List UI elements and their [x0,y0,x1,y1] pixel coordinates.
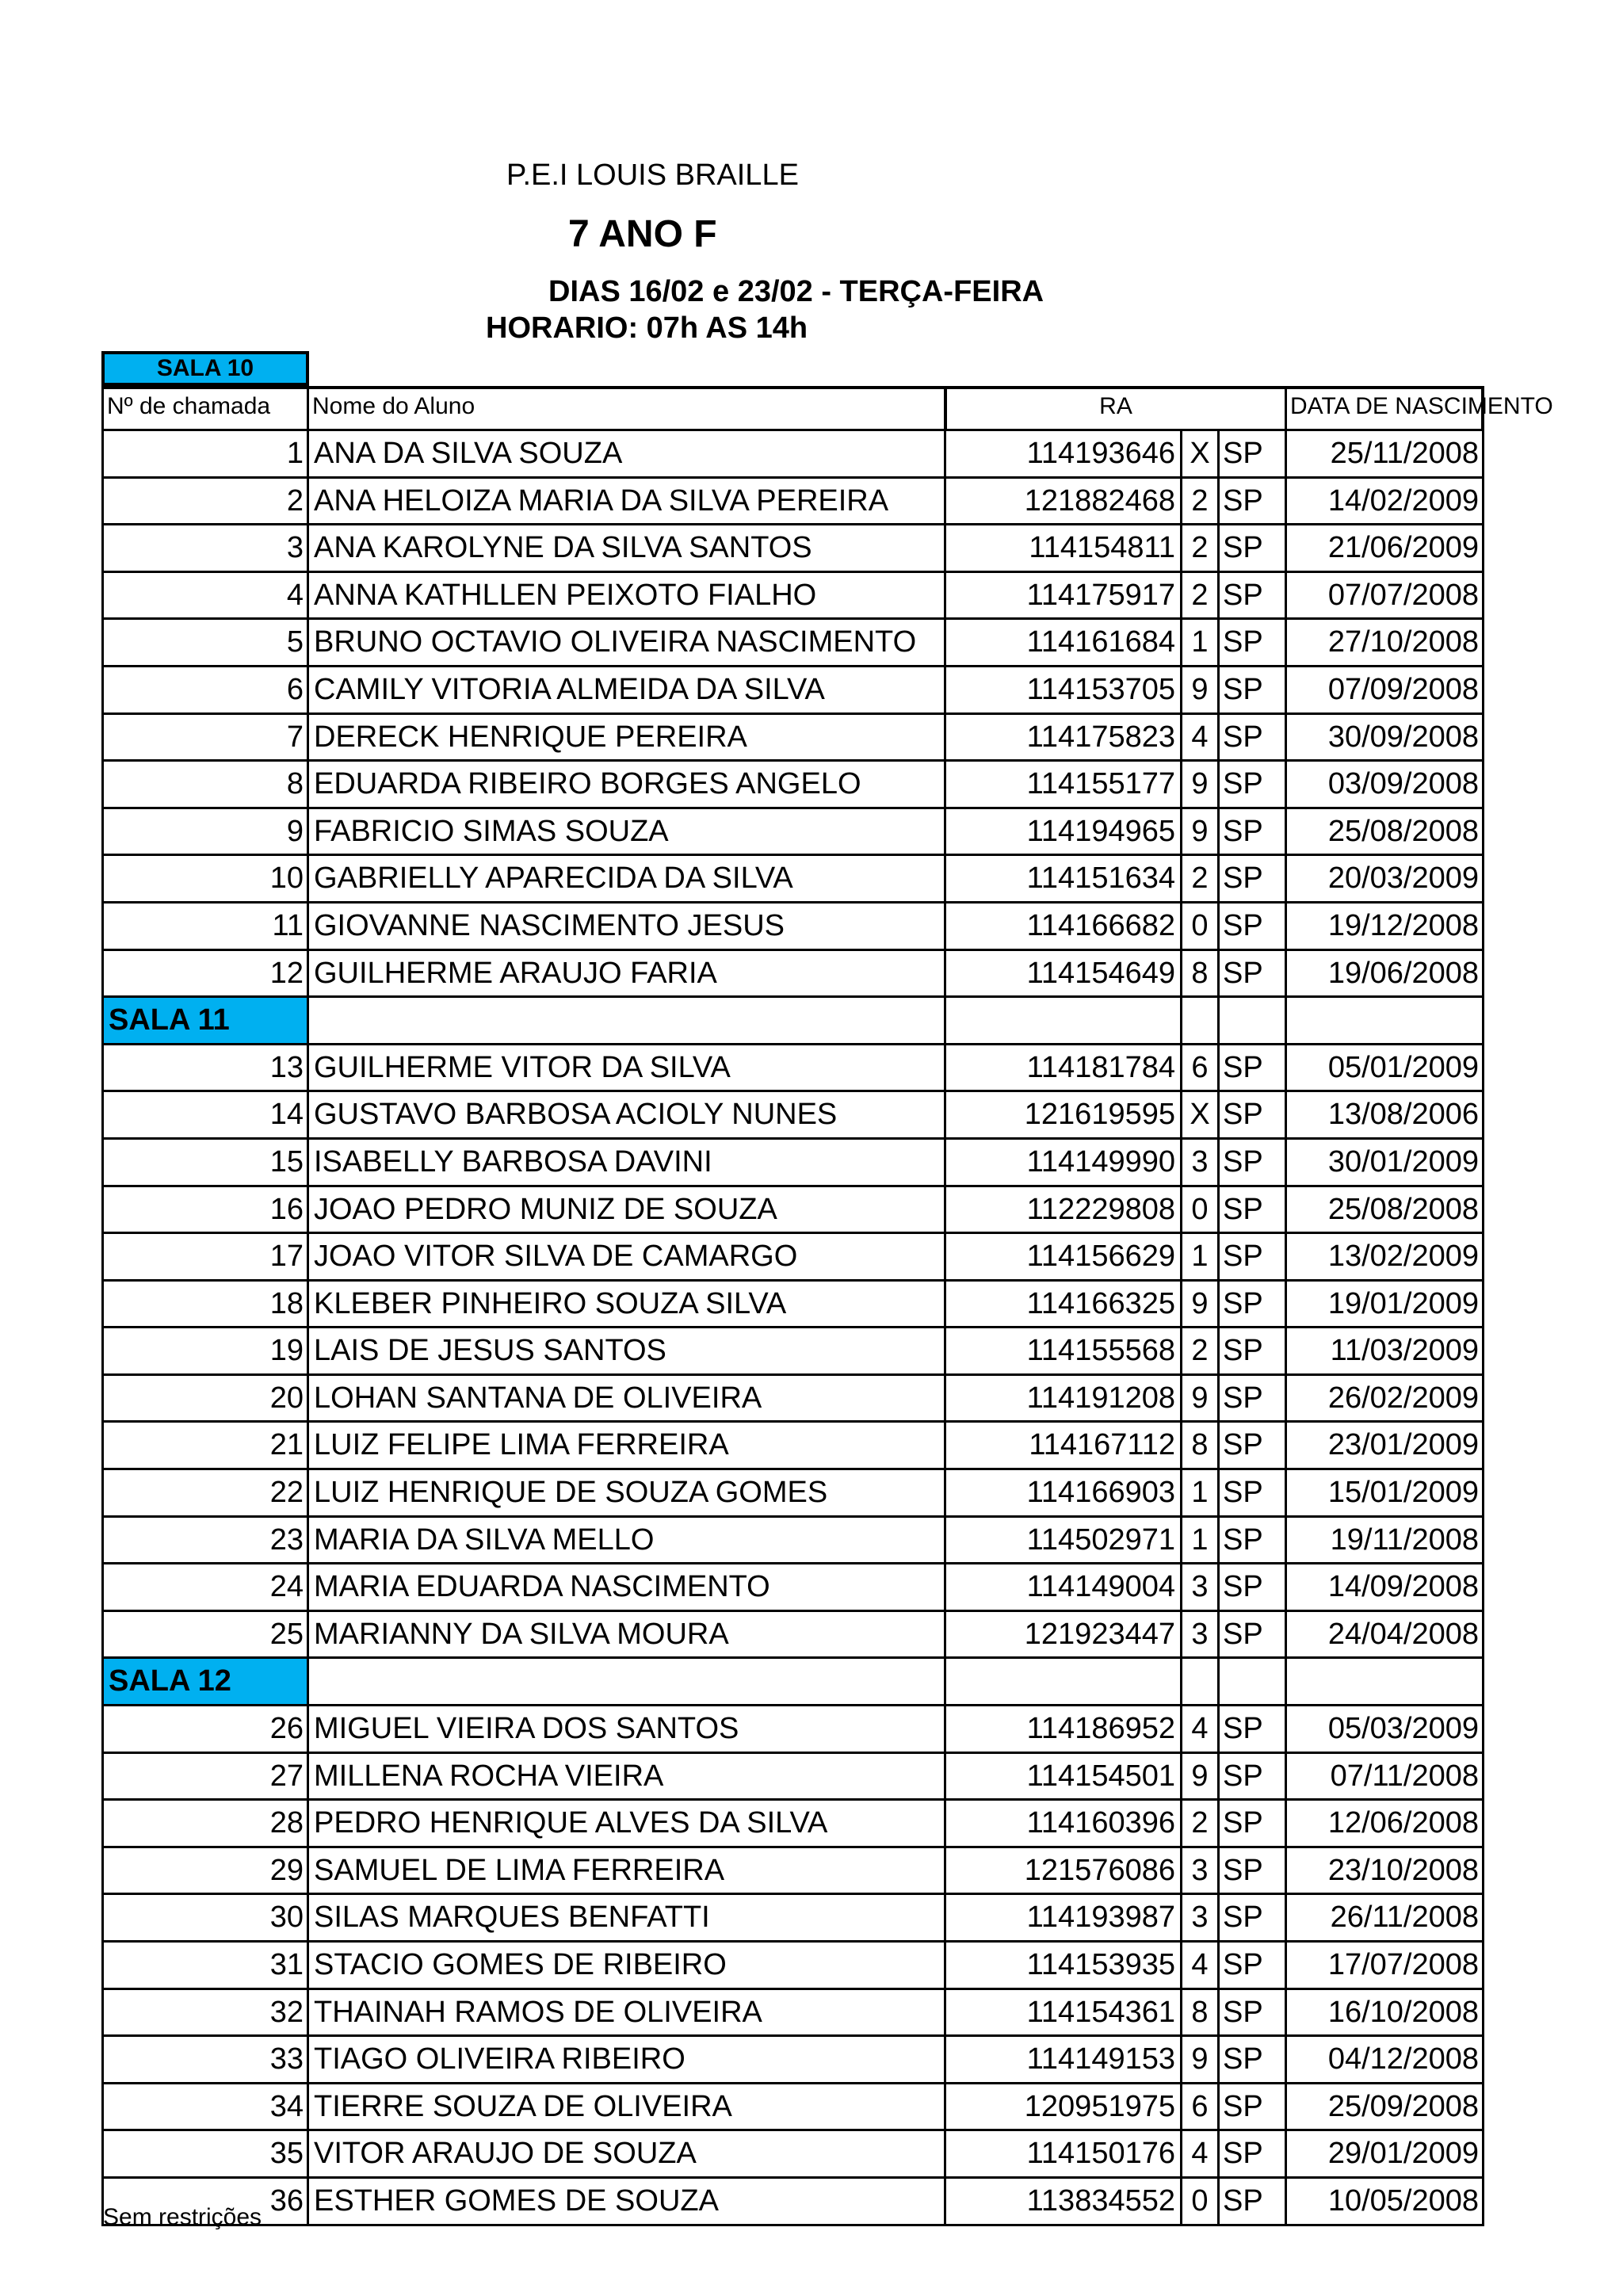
student-birth-date: 23/10/2008 [1285,1848,1484,1893]
table-row [101,431,1484,479]
student-ra-digit: 2 [1180,1328,1217,1373]
room-label-row [101,351,1484,386]
room-separator-row [101,1659,1484,1706]
student-ra: 120951975 [944,2084,1180,2130]
student-ra: 114167112 [944,1423,1180,1468]
student-ra-digit: 4 [1180,1943,1217,1988]
student-ra-digit: 9 [1180,2037,1217,2082]
student-ra: 114166682 [944,904,1180,949]
student-birth-date: 07/07/2008 [1285,573,1484,618]
student-ra: 114193646 [944,431,1180,476]
student-ra-digit: 3 [1180,1612,1217,1657]
column-header-birth-date: DATA DE NASCIMENTO [1285,389,1484,429]
student-birth-date: 11/03/2009 [1285,1328,1484,1373]
schedule-days: DIAS 16/02 e 23/02 - TERÇA-FEIRA [548,275,1044,308]
empty-cell [307,1659,944,1704]
student-ra-state: SP [1217,1848,1285,1893]
student-ra-state: SP [1217,1092,1285,1137]
student-ra-digit: 3 [1180,1140,1217,1185]
student-name: ANA KAROLYNE DA SILVA SANTOS [307,525,944,571]
student-birth-date: 23/01/2009 [1285,1423,1484,1468]
student-ra-state: SP [1217,525,1285,571]
student-ra-digit: 9 [1180,1282,1217,1327]
student-ra-digit: 4 [1180,2131,1217,2176]
student-birth-date: 20/03/2009 [1285,856,1484,901]
empty-cell [307,998,944,1043]
student-ra-digit: 3 [1180,1848,1217,1893]
table-row [101,1754,1484,1801]
student-ra-digit: 9 [1180,762,1217,807]
student-name: TIERRE SOUZA DE OLIVEIRA [307,2084,944,2130]
student-name: GUSTAVO BARBOSA ACIOLY NUNES [307,1092,944,1137]
student-ra-state: SP [1217,1470,1285,1515]
empty-cell [944,1659,1180,1704]
table-row [101,762,1484,809]
student-birth-date: 29/01/2009 [1285,2131,1484,2176]
student-ra: 113834552 [944,2179,1180,2224]
student-ra-digit: 3 [1180,1564,1217,1610]
table-row [101,715,1484,762]
student-name: ANA HELOIZA MARIA DA SILVA PEREIRA [307,479,944,524]
table-row [101,479,1484,526]
table-row [101,2037,1484,2084]
student-ra-digit: 8 [1180,951,1217,996]
student-name: SILAS MARQUES BENFATTI [307,1895,944,1940]
table-row [101,1612,1484,1660]
student-name: MARIA EDUARDA NASCIMENTO [307,1564,944,1610]
table-row [101,1895,1484,1943]
student-ra-digit: 9 [1180,809,1217,854]
student-name: JOAO VITOR SILVA DE CAMARGO [307,1234,944,1279]
student-name: GABRIELLY APARECIDA DA SILVA [307,856,944,901]
student-ra-state: SP [1217,479,1285,524]
table-row [101,620,1484,667]
student-ra-state: SP [1217,2131,1285,2176]
student-ra-digit: 6 [1180,1045,1217,1091]
student-ra-state: SP [1217,1612,1285,1657]
student-ra-state: SP [1217,1754,1285,1799]
student-ra: 114155177 [944,762,1180,807]
student-birth-date: 12/06/2008 [1285,1801,1484,1846]
student-number: 3 [101,525,307,571]
student-ra: 121923447 [944,1612,1180,1657]
student-ra-digit: 0 [1180,2179,1217,2224]
student-name: ISABELLY BARBOSA DAVINI [307,1140,944,1185]
student-birth-date: 14/02/2009 [1285,479,1484,524]
student-name: LUIZ HENRIQUE DE SOUZA GOMES [307,1470,944,1515]
student-ra: 114175917 [944,573,1180,618]
student-name: MIGUEL VIEIRA DOS SANTOS [307,1706,944,1752]
student-ra: 114502971 [944,1518,1180,1563]
student-birth-date: 25/08/2008 [1285,1187,1484,1232]
student-ra-state: SP [1217,1706,1285,1752]
student-birth-date: 17/07/2008 [1285,1943,1484,1988]
student-number: 36 [101,2179,307,2224]
student-name: LOHAN SANTANA DE OLIVEIRA [307,1376,944,1421]
column-header-row [101,386,1553,431]
table-row [101,2179,1484,2226]
student-ra-digit: 9 [1180,667,1217,712]
table-row [101,1376,1484,1423]
student-number: 15 [101,1140,307,1185]
student-ra: 114155568 [944,1328,1180,1373]
student-ra-digit: 9 [1180,1376,1217,1421]
student-ra-state: SP [1217,1990,1285,2035]
student-ra: 114151634 [944,856,1180,901]
student-ra-state: SP [1217,904,1285,949]
student-ra-digit: 4 [1180,715,1217,760]
table-row [101,856,1484,904]
student-ra-digit: 2 [1180,479,1217,524]
student-name: ANNA KATHLLEN PEIXOTO FIALHO [307,573,944,618]
student-ra-digit: 0 [1180,904,1217,949]
student-birth-date: 25/08/2008 [1285,809,1484,854]
student-table [101,351,1553,2226]
student-ra: 114160396 [944,1801,1180,1846]
student-ra-state: SP [1217,1234,1285,1279]
table-row [101,2131,1484,2179]
student-number: 4 [101,573,307,618]
student-name: CAMILY VITORIA ALMEIDA DA SILVA [307,667,944,712]
student-name: GUILHERME ARAUJO FARIA [307,951,944,996]
student-ra: 121882468 [944,479,1180,524]
student-ra: 114193987 [944,1895,1180,1940]
student-ra-state: SP [1217,1518,1285,1563]
student-number: 30 [101,1895,307,1940]
student-ra: 114153935 [944,1943,1180,1988]
empty-cell [944,998,1180,1043]
student-ra: 114154501 [944,1754,1180,1799]
student-ra-state: SP [1217,1801,1285,1846]
student-name: FABRICIO SIMAS SOUZA [307,809,944,854]
student-name: MARIANNY DA SILVA MOURA [307,1612,944,1657]
student-ra-state: SP [1217,951,1285,996]
student-birth-date: 03/09/2008 [1285,762,1484,807]
table-row [101,1234,1484,1282]
student-ra-state: SP [1217,856,1285,901]
student-birth-date: 13/02/2009 [1285,1234,1484,1279]
student-ra-digit: 2 [1180,573,1217,618]
student-ra: 114149153 [944,2037,1180,2082]
student-birth-date: 07/09/2008 [1285,667,1484,712]
student-number: 22 [101,1470,307,1515]
student-number: 20 [101,1376,307,1421]
column-header-number: Nº de chamada [101,389,307,429]
student-name: ANA DA SILVA SOUZA [307,431,944,476]
student-ra-digit: X [1180,1092,1217,1137]
student-ra-state: SP [1217,620,1285,665]
student-ra: 114150176 [944,2131,1180,2176]
student-ra-state: SP [1217,1376,1285,1421]
student-name: PEDRO HENRIQUE ALVES DA SILVA [307,1801,944,1846]
room-label: SALA 11 [101,998,307,1043]
student-ra-state: SP [1217,1423,1285,1468]
student-number: 8 [101,762,307,807]
student-name: LAIS DE JESUS SANTOS [307,1328,944,1373]
table-row [101,2084,1484,2132]
student-ra: 114154811 [944,525,1180,571]
student-ra-digit: 1 [1180,1234,1217,1279]
student-name: TIAGO OLIVEIRA RIBEIRO [307,2037,944,2082]
class-title: 7 ANO F [568,213,717,255]
student-ra-digit: 6 [1180,2084,1217,2130]
student-birth-date: 19/11/2008 [1285,1518,1484,1563]
student-ra: 114154649 [944,951,1180,996]
student-number: 29 [101,1848,307,1893]
student-ra: 114191208 [944,1376,1180,1421]
room-label-sala-10: SALA 10 [101,351,309,386]
student-number: 5 [101,620,307,665]
table-row [101,1518,1484,1565]
table-row [101,809,1484,857]
student-ra: 114156629 [944,1234,1180,1279]
schedule-hours: HORARIO: 07h AS 14h [486,311,808,345]
student-number: 35 [101,2131,307,2176]
table-row [101,667,1484,715]
student-ra-digit: 9 [1180,1754,1217,1799]
student-birth-date: 27/10/2008 [1285,620,1484,665]
student-ra-state: SP [1217,1328,1285,1373]
student-number: 34 [101,2084,307,2130]
student-number: 26 [101,1706,307,1752]
table-row [101,1564,1484,1612]
column-header-name: Nome do Aluno [307,389,944,429]
student-ra-digit: 1 [1180,1518,1217,1563]
student-name: ESTHER GOMES DE SOUZA [307,2179,944,2224]
student-ra-state: SP [1217,809,1285,854]
table-row [101,1848,1484,1896]
student-ra: 114175823 [944,715,1180,760]
student-number: 24 [101,1564,307,1610]
student-number: 21 [101,1423,307,1468]
student-ra: 114149004 [944,1564,1180,1610]
student-name: MILLENA ROCHA VIEIRA [307,1754,944,1799]
student-birth-date: 15/01/2009 [1285,1470,1484,1515]
student-number: 7 [101,715,307,760]
empty-cell [1217,1659,1285,1704]
student-number: 16 [101,1187,307,1232]
student-ra-state: SP [1217,431,1285,476]
room-separator-row [101,998,1484,1045]
student-number: 33 [101,2037,307,2082]
student-name: SAMUEL DE LIMA FERREIRA [307,1848,944,1893]
student-ra-state: SP [1217,1140,1285,1185]
student-ra-digit: 1 [1180,620,1217,665]
student-ra: 114153705 [944,667,1180,712]
student-birth-date: 25/09/2008 [1285,2084,1484,2130]
student-number: 31 [101,1943,307,1988]
student-ra: 112229808 [944,1187,1180,1232]
student-birth-date: 14/09/2008 [1285,1564,1484,1610]
student-name: THAINAH RAMOS DE OLIVEIRA [307,1990,944,2035]
student-name: VITOR ARAUJO DE SOUZA [307,2131,944,2176]
student-number: 17 [101,1234,307,1279]
student-birth-date: 05/03/2009 [1285,1706,1484,1752]
student-birth-date: 19/01/2009 [1285,1282,1484,1327]
empty-cell [1180,1659,1217,1704]
student-birth-date: 07/11/2008 [1285,1754,1484,1799]
table-row [101,1801,1484,1848]
student-ra-state: SP [1217,1045,1285,1091]
student-ra: 114149990 [944,1140,1180,1185]
student-birth-date: 30/09/2008 [1285,715,1484,760]
student-number: 2 [101,479,307,524]
table-row [101,1990,1484,2038]
student-ra-state: SP [1217,762,1285,807]
table-row [101,1706,1484,1754]
table-row [101,1282,1484,1329]
student-ra-digit: 8 [1180,1990,1217,2035]
student-birth-date: 25/11/2008 [1285,431,1484,476]
student-birth-date: 30/01/2009 [1285,1140,1484,1185]
student-name: MARIA DA SILVA MELLO [307,1518,944,1563]
student-ra-state: SP [1217,1895,1285,1940]
table-row [101,1470,1484,1518]
student-ra: 114161684 [944,620,1180,665]
student-ra-state: SP [1217,715,1285,760]
student-ra-state: SP [1217,573,1285,618]
student-ra-state: SP [1217,1187,1285,1232]
student-ra: 114166325 [944,1282,1180,1327]
student-number: 25 [101,1612,307,1657]
student-birth-date: 16/10/2008 [1285,1990,1484,2035]
student-number: 18 [101,1282,307,1327]
student-birth-date: 26/02/2009 [1285,1376,1484,1421]
student-birth-date: 05/01/2009 [1285,1045,1484,1091]
student-ra: 114154361 [944,1990,1180,2035]
student-number: 1 [101,431,307,476]
student-ra-state: SP [1217,1564,1285,1610]
student-ra-digit: 2 [1180,856,1217,901]
student-number: 13 [101,1045,307,1091]
student-ra-digit: 4 [1180,1706,1217,1752]
student-number: 27 [101,1754,307,1799]
student-ra-digit: 2 [1180,1801,1217,1846]
student-birth-date: 24/04/2008 [1285,1612,1484,1657]
student-number: 28 [101,1801,307,1846]
student-ra-digit: 2 [1180,525,1217,571]
table-row [101,573,1484,621]
student-ra-digit: X [1180,431,1217,476]
student-ra-state: SP [1217,2037,1285,2082]
student-name: EDUARDA RIBEIRO BORGES ANGELO [307,762,944,807]
student-number: 23 [101,1518,307,1563]
student-name: LUIZ FELIPE LIMA FERREIRA [307,1423,944,1468]
student-birth-date: 26/11/2008 [1285,1895,1484,1940]
school-name: P.E.I LOUIS BRAILLE [506,159,799,192]
student-name: GUILHERME VITOR DA SILVA [307,1045,944,1091]
student-ra: 114186952 [944,1706,1180,1752]
student-number: 11 [101,904,307,949]
table-row [101,1187,1484,1235]
empty-cell [1285,998,1484,1043]
student-name: JOAO PEDRO MUNIZ DE SOUZA [307,1187,944,1232]
student-ra-digit: 1 [1180,1470,1217,1515]
student-ra: 114181784 [944,1045,1180,1091]
empty-cell [1217,998,1285,1043]
student-ra: 121619595 [944,1092,1180,1137]
student-ra: 114194965 [944,809,1180,854]
table-row [101,1943,1484,1990]
student-birth-date: 21/06/2009 [1285,525,1484,571]
student-ra-state: SP [1217,1943,1285,1988]
empty-cell [1285,1659,1484,1704]
table-row [101,1140,1484,1187]
student-number: 12 [101,951,307,996]
room-label: SALA 12 [101,1659,307,1704]
table-row [101,1423,1484,1470]
student-ra-digit: 0 [1180,1187,1217,1232]
table-row [101,525,1484,573]
student-birth-date: 04/12/2008 [1285,2037,1484,2082]
student-name: STACIO GOMES DE RIBEIRO [307,1943,944,1988]
footer-classification: Sem restrições [103,2204,262,2230]
student-birth-date: 10/05/2008 [1285,2179,1484,2224]
column-header-ra: RA [944,389,1285,429]
student-name: DERECK HENRIQUE PEREIRA [307,715,944,760]
table-row [101,1045,1484,1093]
table-row [101,904,1484,951]
student-name: GIOVANNE NASCIMENTO JESUS [307,904,944,949]
student-ra-state: SP [1217,667,1285,712]
student-number: 14 [101,1092,307,1137]
student-number: 6 [101,667,307,712]
student-ra: 121576086 [944,1848,1180,1893]
student-ra-state: SP [1217,1282,1285,1327]
student-ra-state: SP [1217,2179,1285,2224]
table-body [101,431,1484,2226]
student-ra-digit: 8 [1180,1423,1217,1468]
student-ra-state: SP [1217,2084,1285,2130]
student-number: 32 [101,1990,307,2035]
student-birth-date: 19/06/2008 [1285,951,1484,996]
student-number: 19 [101,1328,307,1373]
student-ra-digit: 3 [1180,1895,1217,1940]
table-row [101,951,1484,999]
table-row [101,1092,1484,1140]
empty-cell [1180,998,1217,1043]
table-row [101,1328,1484,1376]
student-number: 9 [101,809,307,854]
student-number: 10 [101,856,307,901]
student-name: KLEBER PINHEIRO SOUZA SILVA [307,1282,944,1327]
student-birth-date: 19/12/2008 [1285,904,1484,949]
student-ra: 114166903 [944,1470,1180,1515]
student-birth-date: 13/08/2006 [1285,1092,1484,1137]
student-name: BRUNO OCTAVIO OLIVEIRA NASCIMENTO [307,620,944,665]
